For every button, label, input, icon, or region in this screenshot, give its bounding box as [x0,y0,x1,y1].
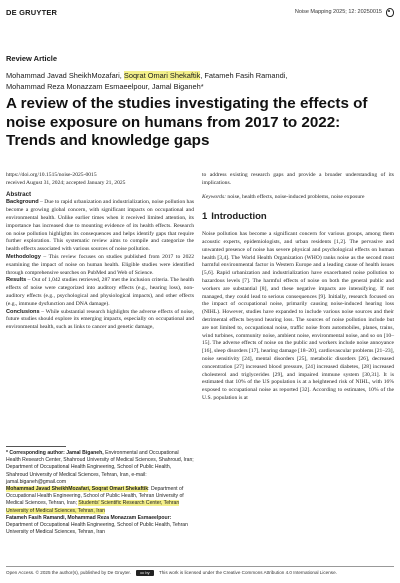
page-footer [6,566,394,576]
introduction-heading [202,213,394,221]
abstract-conclusions [6,309,194,332]
open-access-icon [386,8,394,17]
abstract-results [6,277,194,308]
aff1-text: : Department of Occupational Health Engineering, School of Public Health, Tehran University of Medical Sciences, Tehran, Iran; [6,486,184,507]
received-accepted-dates: received August 31, 2024; accepted January 21, 2025 [6,179,126,186]
abstract-background [6,199,194,254]
journal-ref-text: Noise Mapping 2025; 12: 20250015 [294,9,382,15]
author-list [6,70,394,92]
results-label: Results [6,277,27,284]
aff1-highlight-text: Students' Scientific Research Center, Tehran University of Medical Sciences, Tehran, Iran [6,500,180,514]
keywords [202,194,394,202]
background-label: Background [6,199,39,206]
conclusions-label: Conclusions [6,308,40,315]
aff1-name: Mohammad Javad SheikhMozafari, [6,486,92,493]
left-column [6,172,194,332]
journal-reference [295,8,394,17]
corr-label: * Corresponding author: Jamal Biganeh, [6,450,104,456]
abstract-continued: to address existing research gaps and provide a broader understanding of its implications. [202,172,394,186]
footnote-rule [6,446,66,447]
conclusions-text: – While substantial research highlights the adverse effects of noise, future studies should explore its emerging impacts, especially on occupational and environmental health, such as links to cancer and genetic damage, [6,308,194,331]
article-type: Review Article [6,54,57,63]
background-text: – Due to rapid urbanization and industrialization, noise pollution has become a growing global concern, with significant impacts on occupational and environmental health. Unlike earlier times when it received limited attention, its importance has increased due to mounting evidence of its health effects. Research on noise pollution highlights its consequences and helps identify gaps that require further exploration. This systematic review aims to compile and categorize the health effects associated with various sources of noise pollution. [6,199,194,253]
abstract-methodology [6,254,194,277]
open-access-statement: Open Access. © 2025 the author(s), published by De Gruyter. [6,570,131,575]
right-column [202,172,394,403]
corresponding-author-note [6,450,194,486]
footnotes [6,450,194,536]
doi-link[interactable]: https://doi.org/10.1515/noise-2025-0015 [6,172,97,178]
author-line-2: Mohammad Reza Monazzam Esmaeelpour, Jamal Biganeh* [6,82,204,91]
section-title: Introduction [211,211,267,223]
keywords-text: noise, health effects, noise-induced problems, noise exposure [226,193,365,200]
methodology-text: – This review focuses on studies published from 2017 to 2022 examining the impact of noise on human health. Eligible studies were identified through comprehensive searches on PubMed and Web of Science. [6,253,194,276]
cc-by-license-icon: cc by [136,570,154,576]
page-header [6,6,394,18]
affiliation-note-2 [6,515,194,537]
aff2-text: Department of Occupational Health Engineering, School of Public Health, Tehran University of Medical Sciences, Tehran, Iran [6,522,188,536]
introduction-body: Noise pollution has become a significant concern for various groups, among them acoustic experts, epidemiologists, and urban residents [1,2]. The pervasive and unwanted presence of noise has severe physical and psychological effects on human health [3,4]. The World Health Organization (WHO) ranks noise as the second most harmful environmental factor in Western Europe and a leading cause of health issues [5,6]. Rapid urbanization and industrialization have exacerbated noise pollution to hazardous levels [7]. The harmful effects of noise on both the general public and workers are substantial [8], and these negative impacts are intensifying. If not managed, they could lead to serious consequences [9]. Initially, research focused on the impact of occupational noise, primarily causing noise-induced hearing loss (NIHL). However, studies have expanded to include various noise sources and their detrimental effects beyond hearing loss. The sources of noise pollution include but are not limited to, occupational noise, traffic noise from automobiles, planes, trains, wind turbines, community noise, ambient noise, environmental noise, and so on [10–15]. The adverse effects of noise on the public and workers include noise annoyance [16], sleep disorders [17], hearing damage [18–20], cardiovascular problems [21–23], noise sensitivity [24], mental disorders [25], metabolic disorders [26], decreased concentration [27] increased blood pressure, [24] increased diabetes, [28] increased cholesterol and triglycerides [29], and impaired immune system [30,31]. It is estimated that 10% of the US population is at a heightened risk of NIHL, with 16% exposed to occupational noise as reported [32]. According to estimates, 10% of the U.S. population is at [202,231,394,401]
author-highlighted: Soqrat Omari Shekaftik [123,71,201,80]
section-number: 1 [202,211,208,223]
results-text: – Out of 1,042 studies retrieved, 287 met the inclusion criteria. The health effects of noise were categorized into auditory effects (e.g., hearing loss), non-auditory effects (e.g., psychological and physiological impacts), and other effects (e.g., immune dysfunction and DNA damage). [6,277,194,307]
abstract-heading: Abstract [6,190,32,198]
author-line-1b: , Fatameh Fasih Ramandi, [200,71,288,80]
affiliation-note-1 [6,486,194,515]
author-line-1a: Mohammad Javad SheikhMozafari, [6,71,124,80]
keywords-label: Keywords: [202,193,227,200]
license-statement: This work is licensed under the Creative Commons Attribution 4.0 International License. [158,570,337,575]
article-title: A review of the studies investigating the effects of noise exposure on humans from 2017 to 2022: Trends and knowledge gaps [6,95,368,149]
corr-text: Environmental and Occupational Health Research Center, Shahroud University of Medical Sciences, Shahroud, Iran; Department of Occupational Health Engineering, School of Public Health, Shahroud University of Medical Sciences, Tehran, Iran, e-mail: jamal.biganeh@gmail.com [6,450,194,485]
publisher-name: DE GRUYTER [6,7,58,17]
methodology-label: Methodology [6,253,41,260]
aff2-name: Fatameh Fasih Ramandi, Mohammad Reza Monazzam Esmaeelpour: [6,514,172,521]
aff1-highlight-name: Soqrat Omari Shekaftik [91,486,149,493]
